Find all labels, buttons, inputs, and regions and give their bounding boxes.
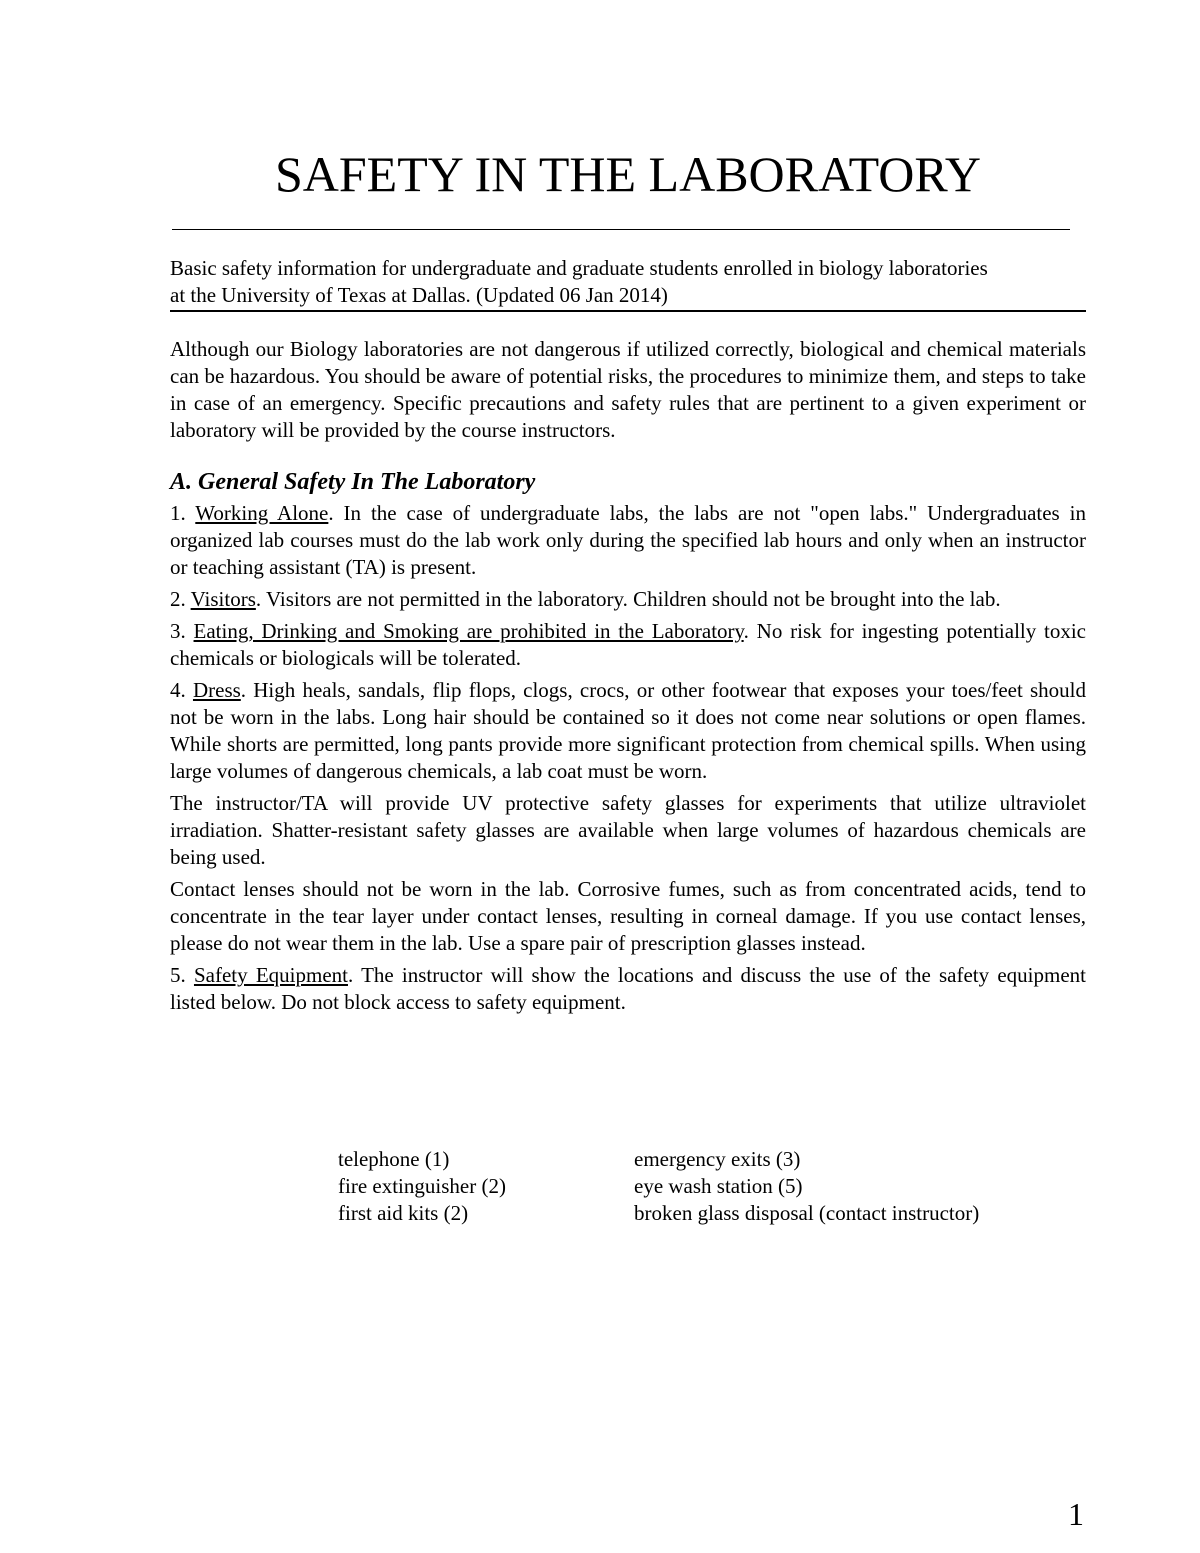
equipment-item: fire extinguisher (2): [338, 1174, 506, 1198]
item-label: Dress: [192, 678, 241, 702]
equipment-list-right: [634, 1146, 979, 1227]
item-text: . In the case of undergraduate labs, the labs are not "open labs." Undergraduates in organized lab courses must do the lab work only during the specified lab hours and only when an instructor or teaching assistant (TA) is present.: [170, 501, 1086, 579]
dress-safety-glasses-paragraph: The instructor/TA will provide UV protective safety glasses for experiments that utilize ultraviolet irradiation. Shatter-resistant safety glasses are available when large volumes of hazardous chemicals are being used.: [170, 791, 1086, 869]
item-number: 4.: [170, 678, 193, 702]
equipment-item: emergency exits (3): [634, 1147, 801, 1171]
page-number: 1: [1068, 1496, 1084, 1532]
item-label: Working Alone: [195, 501, 329, 525]
equipment-item: telephone (1): [338, 1147, 450, 1171]
item-eating-drinking-smoking: [170, 618, 1086, 672]
intro-block: [170, 255, 1086, 312]
item-label: Visitors: [190, 587, 256, 611]
document-body: [170, 255, 1086, 1016]
title-divider: [172, 229, 1070, 230]
item-visitors: [170, 586, 1086, 613]
dress-contact-lenses-paragraph: Contact lenses should not be worn in the lab. Corrosive fumes, such as from concentrated acids, tend to concentrate in the tear layer under contact lenses, resulting in corneal damage. If you use contact lenses, please do not wear them in the lab. Use a spare pair of prescription glasses instead.: [170, 877, 1086, 955]
item-label: Eating, Drinking and Smoking are prohibited in the Laboratory: [193, 619, 744, 643]
equipment-item: first aid kits (2): [338, 1201, 469, 1225]
section-a-heading: A. General Safety In The Laboratory: [170, 469, 536, 495]
item-label: Safety Equipment: [193, 963, 348, 987]
item-number: 3.: [170, 619, 194, 643]
page-title: SAFETY IN THE LABORATORY: [274, 146, 982, 202]
overview-paragraph: Although our Biology laboratories are not dangerous if utilized correctly, biological and chemical materials can be hazardous. You should be aware of potential risks, the procedures to minimize them, and steps to take in case of an emergency. Specific precautions and safety rules that are pertinent to a given experiment or laboratory will be provided by the course instructors.: [170, 337, 1086, 442]
equipment-item: broken glass disposal (contact instructor): [634, 1201, 980, 1225]
item-dress: [170, 677, 1086, 785]
item-text: . High heals, sandals, flip flops, clogs, crocs, or other footwear that exposes your toes/feet should not be worn in the labs. Long hair should be contained so it does not come near solutions or open flames. While shorts are permitted, long pants provide more significant protection from chemical spills. When using large volumes of dangerous chemicals, a lab coat must be worn.: [170, 678, 1087, 783]
item-working-alone: [170, 500, 1086, 581]
intro-line-1: Basic safety information for undergraduate and graduate students enrolled in biology laboratories: [170, 256, 988, 280]
equipment-list-left: [338, 1146, 506, 1227]
item-safety-equipment: [170, 962, 1086, 1016]
intro-line-2: at the University of Texas at Dallas. (Updated 06 Jan 2014): [170, 283, 668, 307]
equipment-item: eye wash station (5): [634, 1174, 803, 1198]
item-text: . The instructor will show the locations and discuss the use of the safety equipment listed below. Do not block access to safety equipment.: [170, 963, 1086, 1014]
item-text: . No risk for ingesting potentially toxic chemicals or biologicals will be tolerated.: [170, 619, 1087, 670]
item-number: 1.: [170, 501, 196, 525]
item-number: 2.: [170, 587, 191, 611]
item-text: . Visitors are not permitted in the laboratory. Children should not be brought into the lab.: [255, 587, 1001, 611]
item-number: 5.: [170, 963, 194, 987]
